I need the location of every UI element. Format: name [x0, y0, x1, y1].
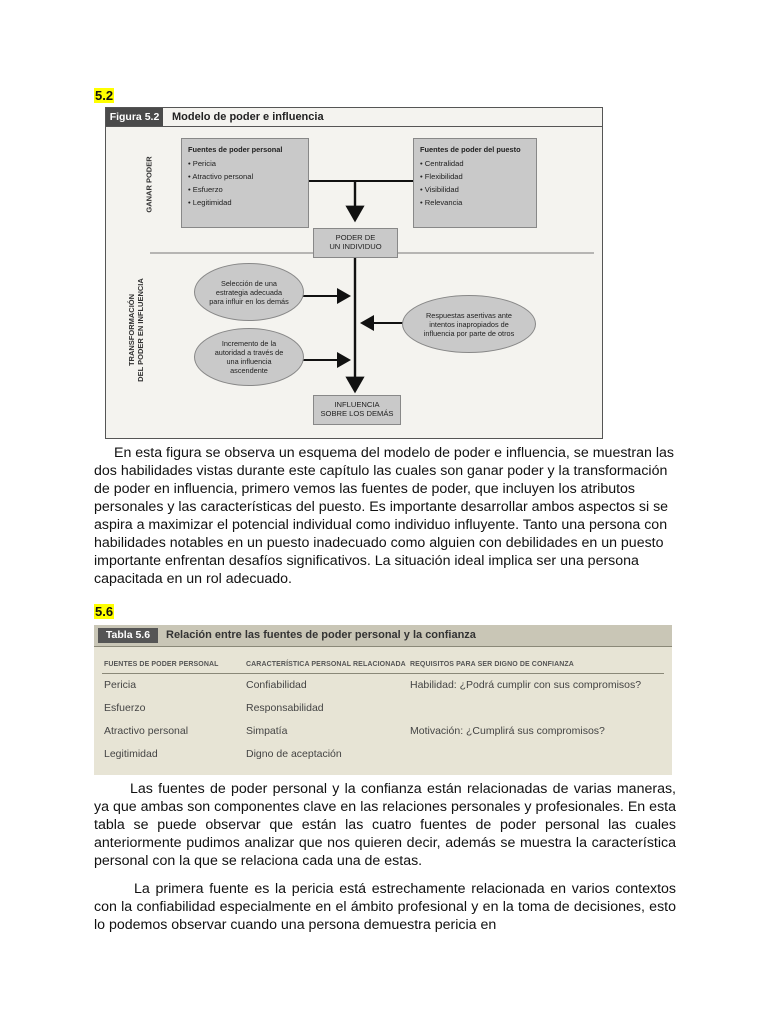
table-cell: Esfuerzo: [104, 702, 146, 714]
individual-power-box: [313, 228, 398, 258]
table-cell: Legitimidad: [104, 748, 158, 760]
side-label-transformation-line1: TRANSFORMACIÓN: [127, 293, 136, 367]
section-label-5-6: 5.6: [95, 604, 114, 619]
side-label-transformation-line2: DEL PODER EN INFLUENCIA: [136, 278, 145, 382]
figure-tag: Figura 5.2: [106, 108, 163, 126]
paragraph-figure-explanation: En esta figura se observa un esquema del modelo de poder e influencia, se muestran las dos habilidades vistas durante este capítulo las cuales son ganar poder y la transformación de poder en influencia, primero vemos las fuentes de poder, que incluyen los atributos personales y las características del puesto. Es importante desarrollar ambos aspectos si se aspira a maximizar el potencial individual como individuo influyente. Tanto una persona con habilidades notables en un puesto inadecuado como alguien con debilidades en un puesto importante enfrentan desafíos significativos. La situación ideal implica ser una persona capacitada en un rol adecuado.: [94, 445, 674, 587]
paragraph-table-explanation: Las fuentes de poder personal y la confianza están relacionadas de varias maneras, ya que ambas son componentes clave en las relaciones personales y profesionales. En esta tabla se puede observar que están las cuatro fuentes de poder personal las cuales anteriormente pudimos analizar que nos quieren decir, además se muestra la característica personal con la que se relaciona cada una de estas.: [94, 781, 676, 869]
influence-over-others-box: [313, 395, 401, 425]
table-cell: Simpatía: [246, 725, 288, 737]
influence-line2: SOBRE LOS DEMÁS: [320, 409, 394, 418]
table-cell: Pericia: [104, 679, 137, 691]
column-header: CARACTERÍSTICA PERSONAL RELACIONADA: [246, 661, 406, 668]
influence-line1: INFLUENCIA: [334, 400, 380, 409]
strategy-selection-ellipse: Selección de una estrategia adecuada para influir en los demás: [194, 263, 304, 321]
side-label-gain-power: GANAR PODER: [144, 156, 154, 213]
assertive-responses-ellipse: Respuestas asertivas ante intentos inapropiados de influencia por parte de otros: [402, 295, 536, 353]
table-divider: [102, 673, 664, 674]
table-title: Relación entre las fuentes de poder personal y la confianza: [166, 629, 476, 641]
paragraph-pericia: La primera fuente es la pericia está estrechamente relacionada en varios contextos con la confiabilidad especialmente en el ámbito profesional y en la toma de decisiones, esto lo podemos observar cuando una persona demuestra pericia en: [94, 881, 676, 933]
personal-power-item: • Esfuerzo: [188, 185, 223, 194]
column-header: REQUISITOS PARA SER DIGNO DE CONFIANZA: [410, 661, 574, 668]
position-power-item: • Flexibilidad: [420, 172, 463, 181]
figure-power-influence-model: [105, 107, 603, 439]
upward-authority-ellipse: Incremento de la autoridad a través de una influencia ascendente: [194, 328, 304, 386]
table-cell: Confiabilidad: [246, 679, 307, 691]
table-cell: Responsabilidad: [246, 702, 324, 714]
table-cell: Digno de aceptación: [246, 748, 342, 760]
personal-power-item: • Pericia: [188, 159, 216, 168]
position-power-sources-box: [413, 138, 537, 228]
figure-title: Modelo de poder e influencia: [172, 111, 324, 123]
side-label-transformation: [127, 276, 145, 384]
table-cell: Atractivo personal: [104, 725, 189, 737]
table-cell: Habilidad: ¿Podrá cumplir con sus compromisos?: [410, 679, 642, 691]
personal-power-heading: Fuentes de poder personal: [188, 145, 283, 154]
personal-power-item: • Atractivo personal: [188, 172, 254, 181]
position-power-heading: Fuentes de poder del puesto: [420, 145, 521, 154]
personal-power-sources-box: [181, 138, 309, 228]
table-power-trust: [94, 625, 672, 775]
position-power-item: • Centralidad: [420, 159, 464, 168]
personal-power-item: • Legitimidad: [188, 198, 232, 207]
column-header: FUENTES DE PODER PERSONAL: [104, 661, 219, 668]
individual-power-line2: UN INDIVIDUO: [329, 242, 382, 251]
table-cell: Motivación: ¿Cumplirá sus compromisos?: [410, 725, 605, 737]
table-tag: Tabla 5.6: [98, 628, 158, 643]
section-label-5-2: 5.2: [95, 88, 114, 103]
position-power-item: • Relevancia: [420, 198, 463, 207]
position-power-item: • Visibilidad: [420, 185, 459, 194]
individual-power-line1: PODER DE: [335, 233, 376, 242]
table-header-bar: [94, 625, 672, 647]
